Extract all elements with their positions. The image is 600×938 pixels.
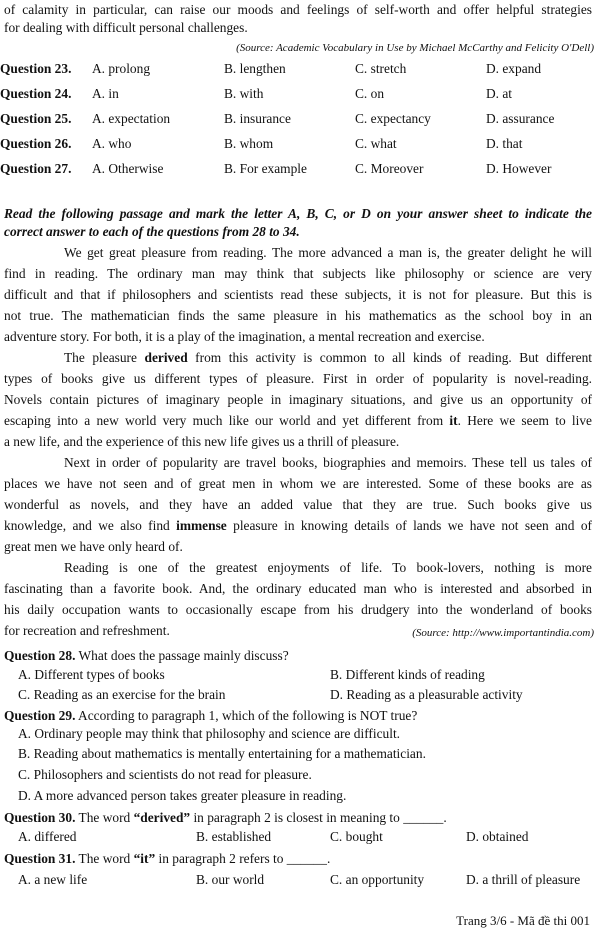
q31-option-b[interactable]: B. our world xyxy=(196,872,265,887)
p2-l4-pre: escaping into a new world very much like our world and yet different from xyxy=(4,413,450,428)
word-it: it xyxy=(449,413,458,428)
question-25-row xyxy=(0,110,600,128)
question-30-pre: The word xyxy=(75,810,134,825)
p2-line-4 xyxy=(4,413,592,429)
question-31-pre: The word xyxy=(75,851,134,866)
q24-option-b[interactable]: B. with xyxy=(224,86,264,101)
q30-option-a[interactable]: A. differed xyxy=(18,829,77,844)
p1-line-4: not true. The mathematician finds the same pleasure in his mathematics as the school boy in an xyxy=(4,308,592,323)
q26-option-b[interactable]: B. whom xyxy=(224,136,274,151)
p3-l4-post: pleasure in knowing details of lands we have not seen and of xyxy=(226,518,592,533)
q27-option-b[interactable]: B. For example xyxy=(224,161,307,176)
question-29-option-d-row xyxy=(0,787,600,805)
p2-l1-post: from this activity is common to all kinds of reading. But different xyxy=(187,350,592,365)
question-28-stem xyxy=(4,648,592,664)
q25-option-a[interactable]: A. expectation xyxy=(92,111,171,126)
q28-option-c[interactable]: C. Reading as an exercise for the brain xyxy=(18,687,226,702)
q29-option-d[interactable]: D. A more advanced person takes greater pleasure in reading. xyxy=(18,788,347,803)
q31-option-d[interactable]: D. a thrill of pleasure xyxy=(466,872,581,887)
q24-option-a[interactable]: A. in xyxy=(92,86,119,101)
p3-line-3: wonderful as novels, and they have an added value that they are true. Such books give us xyxy=(4,497,592,512)
question-29-option-c-row xyxy=(0,766,600,784)
p2-l4-post: . Here we seem to live xyxy=(457,413,593,428)
page-footer: Trang 3/6 - Mã đề thi 001 xyxy=(456,913,590,928)
p4-line-2: fascinating than a favorite book. And, the ordinary educated man who is interested and absorbed in xyxy=(4,581,592,596)
q29-option-a[interactable]: A. Ordinary people may think that philosophy and science are difficult. xyxy=(18,726,401,741)
question-28-label: Question 28. xyxy=(4,648,76,663)
q23-option-d[interactable]: D. expand xyxy=(486,61,542,76)
q29-option-b[interactable]: B. Reading about mathematics is mentally entertaining for a mathematician. xyxy=(18,746,426,761)
p3-line-1: Next in order of popularity are travel books, biographies and memoirs. These tell us tales of xyxy=(64,455,592,470)
p3-l4-pre: knowledge, and we also find xyxy=(4,518,177,533)
intro-line-2: for dealing with difficult personal challenges. xyxy=(4,20,248,35)
question-23-row xyxy=(0,60,600,78)
instruction-line-1: Read the following passage and mark the letter A, B, C, or D on your answer sheet to indicate the xyxy=(4,206,592,221)
q27-option-a[interactable]: A. Otherwise xyxy=(92,161,164,176)
question-28-text: What does the passage mainly discuss? xyxy=(75,648,289,663)
question-30-post: in paragraph 2 is closest in meaning to ______. xyxy=(190,810,447,825)
q30-option-c[interactable]: C. bought xyxy=(330,829,383,844)
p3-line-5: great men we have only heard of. xyxy=(4,539,183,554)
p4-line-4: for recreation and refreshment. xyxy=(4,623,170,638)
question-25-label: Question 25. xyxy=(0,111,72,126)
question-29-option-a-row xyxy=(0,725,600,743)
p1-line-5: adventure story. For both, it is a play of the imagination, a mental recreation and exercise. xyxy=(4,329,485,344)
q23-option-c[interactable]: C. stretch xyxy=(355,61,407,76)
p4-line-3: his daily occupation wants to occasionally escape from his drudgery into the wonderland of books xyxy=(4,602,592,617)
q30-option-b[interactable]: B. established xyxy=(196,829,272,844)
question-31-stem xyxy=(4,851,592,867)
p3-line-4 xyxy=(4,518,592,534)
question-29-stem xyxy=(4,708,592,724)
question-31-word: “it” xyxy=(133,851,156,866)
p1-line-2: find in reading. The ordinary man may think that subjects like philosophy or science are very xyxy=(4,266,592,281)
source-citation-2: (Source: http://www.importantindia.com) xyxy=(412,627,594,639)
word-immense: immense xyxy=(176,518,227,533)
question-27-label: Question 27. xyxy=(0,161,72,176)
p2-line-1 xyxy=(64,350,592,366)
p2-line-5: a new life, and the experience of this new life gives us a thrill of pleasure. xyxy=(4,434,400,449)
q23-option-a[interactable]: A. prolong xyxy=(92,61,151,76)
q25-option-d[interactable]: D. assurance xyxy=(486,111,555,126)
instruction-line-2: correct answer to each of the questions from 28 to 34. xyxy=(4,224,300,239)
q28-option-d[interactable]: D. Reading as a pleasurable activity xyxy=(330,687,523,702)
question-31-post: in paragraph 2 refers to ______. xyxy=(155,851,331,866)
p2-line-2: types of books give us different types of pleasure. First in order of popularity is novel-reading. xyxy=(4,371,592,386)
question-26-label: Question 26. xyxy=(0,136,72,151)
q26-option-d[interactable]: D. that xyxy=(486,136,523,151)
question-31-label: Question 31. xyxy=(4,851,76,866)
p4-line-1: Reading is one of the greatest enjoyments of life. To book-lovers, nothing is more xyxy=(64,560,592,575)
question-28-options-row-2 xyxy=(0,686,600,704)
question-27-row xyxy=(0,160,600,178)
question-30-label: Question 30. xyxy=(4,810,76,825)
q31-option-c[interactable]: C. an opportunity xyxy=(330,872,425,887)
q26-option-c[interactable]: C. what xyxy=(355,136,397,151)
q29-option-c[interactable]: C. Philosophers and scientists do not read for pleasure. xyxy=(18,767,312,782)
question-30-options-row xyxy=(0,828,600,846)
q31-option-a[interactable]: A. a new life xyxy=(18,872,88,887)
p1-line-3: difficult and that if philosophers and scientists read these subjects, it is not for pleasure. But this is xyxy=(4,287,592,302)
q30-option-d[interactable]: D. obtained xyxy=(466,829,529,844)
question-30-word: “derived” xyxy=(133,810,191,825)
question-24-row xyxy=(0,85,600,103)
intro-line-1: of calamity in particular, can raise our moods and feelings of self-worth and offer helpful strategies xyxy=(4,2,592,17)
q28-option-b[interactable]: B. Different kinds of reading xyxy=(330,667,485,682)
question-24-label: Question 24. xyxy=(0,86,72,101)
source-citation-1: (Source: Academic Vocabulary in Use by Michael McCarthy and Felicity O'Dell) xyxy=(236,42,594,54)
p2-line-3: Novels contain pictures of imaginary people in imaginary situations, and give us an opportunity of xyxy=(4,392,592,407)
question-28-options-row-1 xyxy=(0,666,600,684)
question-23-label: Question 23. xyxy=(0,61,72,76)
p1-line-1: We get great pleasure from reading. The more advanced a man is, the greater delight he will xyxy=(64,245,592,260)
q23-option-b[interactable]: B. lengthen xyxy=(224,61,286,76)
word-derived: derived xyxy=(144,350,188,365)
question-29-option-b-row xyxy=(0,745,600,763)
question-31-options-row xyxy=(0,871,600,889)
q25-option-b[interactable]: B. insurance xyxy=(224,111,291,126)
q26-option-a[interactable]: A. who xyxy=(92,136,132,151)
question-30-stem xyxy=(4,810,592,826)
question-26-row xyxy=(0,135,600,153)
p2-l1-pre: The pleasure xyxy=(64,350,145,365)
q24-option-c[interactable]: C. on xyxy=(355,86,385,101)
q27-option-d[interactable]: D. However xyxy=(486,161,552,176)
q28-option-a[interactable]: A. Different types of books xyxy=(18,667,165,682)
question-29-text: According to paragraph 1, which of the following is NOT true? xyxy=(75,708,418,723)
q25-option-c[interactable]: C. expectancy xyxy=(355,111,431,126)
q27-option-c[interactable]: C. Moreover xyxy=(355,161,424,176)
q24-option-d[interactable]: D. at xyxy=(486,86,513,101)
p3-line-2: places we have not seen and of great men in whom we are interested. Some of these books are as xyxy=(4,476,592,491)
question-29-label: Question 29. xyxy=(4,708,76,723)
